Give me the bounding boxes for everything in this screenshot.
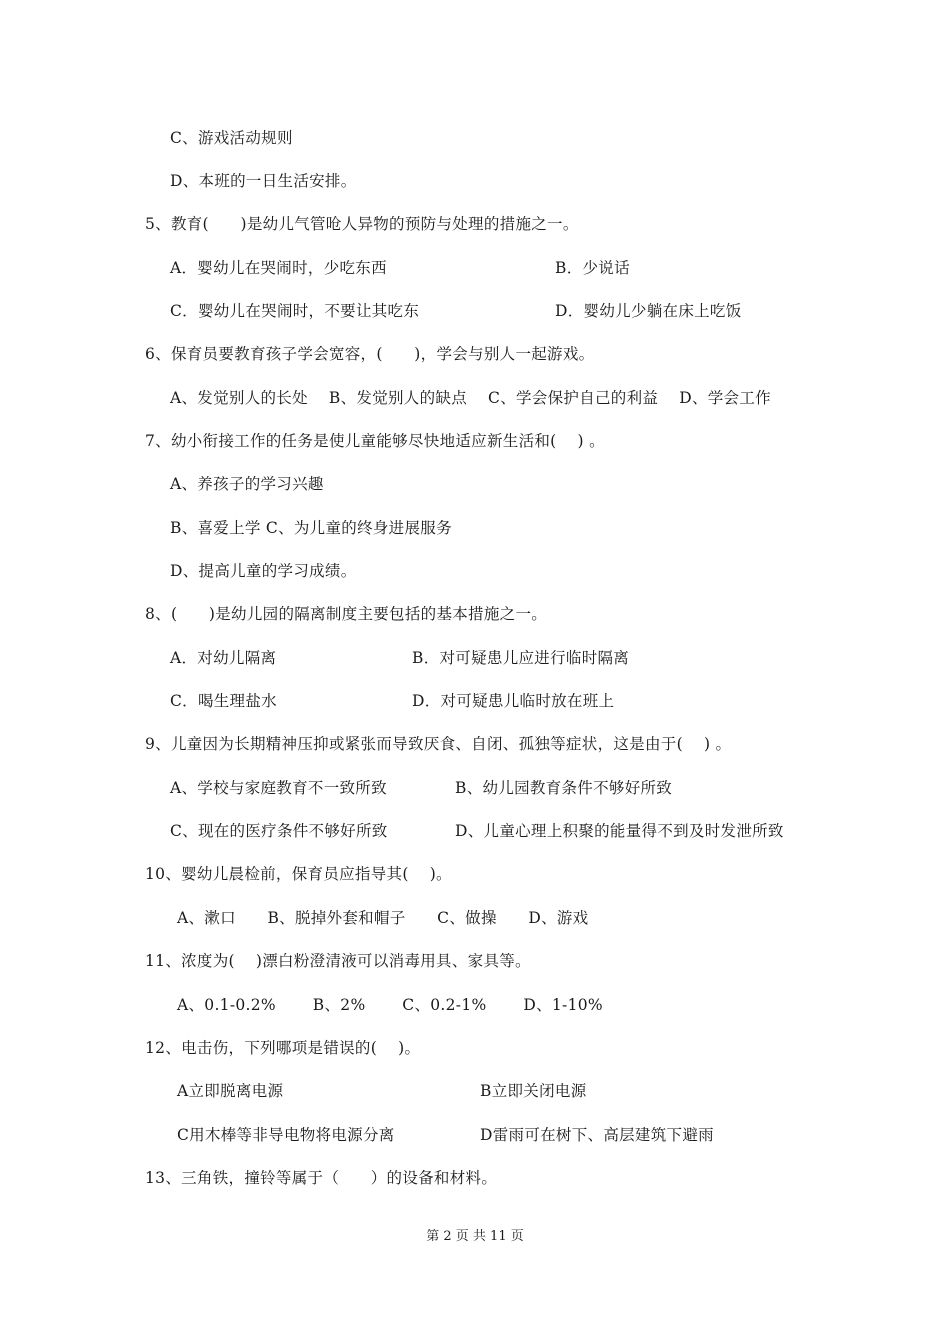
option-8d: D．对可疑患儿临时放在班上 <box>412 692 615 710</box>
option-12a: A立即脱离电源 <box>177 1082 284 1100</box>
question-7: 7、幼小衔接工作的任务是使儿童能够尽快地适应新生活和( ) 。 <box>145 432 605 450</box>
option-8a: A．对幼儿隔离 <box>170 649 277 667</box>
option-7a: A、养孩子的学习兴趣 <box>170 475 324 493</box>
question-6: 6、保育员要教育孩子学会宽容，( )，学会与别人一起游戏。 <box>145 345 595 363</box>
option-7bc: B、喜爱上学 C、为儿童的终身进展服务 <box>170 519 452 537</box>
question-8: 8、( )是幼儿园的隔离制度主要包括的基本措施之一。 <box>145 605 548 623</box>
option-9b: B、幼儿园教育条件不够好所致 <box>455 779 673 797</box>
question-13: 13、三角铁，撞铃等属于（ ）的设备和材料。 <box>145 1169 498 1187</box>
option-5a: A．婴幼儿在哭闹时，少吃东西 <box>170 259 387 277</box>
question-5: 5、教育( )是幼儿气管呛人异物的预防与处理的措施之一。 <box>145 215 579 233</box>
option-8c: C．喝生理盐水 <box>170 692 277 710</box>
option-9c: C、现在的医疗条件不够好所致 <box>170 822 388 840</box>
option-5c: C．婴幼儿在哭闹时，不要让其吃东 <box>170 302 420 320</box>
option-4d: D、本班的一日生活安排。 <box>170 172 357 190</box>
option-5d: D．婴幼儿少躺在床上吃饭 <box>555 302 742 320</box>
page-footer: 第 2 页 共 11 页 <box>426 1229 524 1244</box>
option-12d: D雷雨可在树下、高层建筑下避雨 <box>480 1126 714 1144</box>
option-4c: C、游戏活动规则 <box>170 129 293 147</box>
option-12c: C用木棒等非导电物将电源分离 <box>177 1126 395 1144</box>
option-12b: B立即关闭电源 <box>480 1082 587 1100</box>
question-11: 11、浓度为( )漂白粉澄清液可以消毒用具、家具等。 <box>145 952 531 970</box>
options-6: A、发觉别人的长处 B、发觉别人的缺点 C、学会保护自己的利益 D、学会工作 <box>170 389 771 407</box>
question-9: 9、儿童因为长期精神压抑或紧张而导致厌食、自闭、孤独等症状，这是由于( ) 。 <box>145 735 732 753</box>
option-9a: A、学校与家庭教育不一致所致 <box>170 779 387 797</box>
options-10: A、漱口 B、脱掉外套和帽子 C、做操 D、游戏 <box>177 909 589 927</box>
options-11: A、0.1-0.2% B、2% C、0.2-1% D、1-10% <box>177 996 603 1014</box>
question-12: 12、电击伤，下列哪项是错误的( )。 <box>145 1039 421 1057</box>
option-8b: B．对可疑患儿应进行临时隔离 <box>412 649 630 667</box>
question-10: 10、婴幼儿晨检前，保育员应指导其( )。 <box>145 865 452 883</box>
option-7d: D、提高儿童的学习成绩。 <box>170 562 357 580</box>
option-5b: B．少说话 <box>555 259 630 277</box>
option-9d: D、儿童心理上积聚的能量得不到及时发泄所致 <box>455 822 784 840</box>
